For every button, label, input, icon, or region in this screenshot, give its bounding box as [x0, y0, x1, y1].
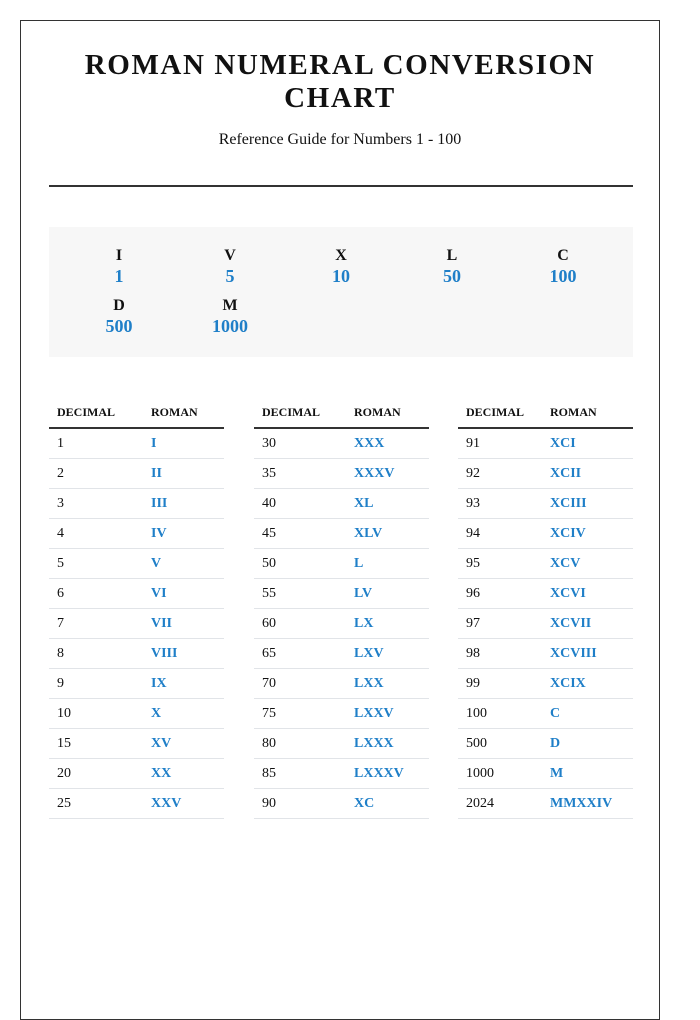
roman-cell: IX: [143, 669, 224, 699]
table-row: [254, 789, 429, 819]
table-row: [254, 699, 429, 729]
title-line-1: ROMAN NUMERAL CONVERSION: [84, 49, 596, 81]
roman-cell: D: [542, 729, 633, 759]
table-row: [49, 609, 224, 639]
table-row: [254, 428, 429, 459]
decimal-cell: 99: [458, 669, 542, 699]
table-row: [254, 729, 429, 759]
decimal-cell: 65: [254, 639, 346, 669]
decimal-cell: 6: [49, 579, 143, 609]
decimal-cell: 7: [49, 609, 143, 639]
table-row: [254, 579, 429, 609]
decimal-cell: 55: [254, 579, 346, 609]
header-divider: [49, 185, 633, 187]
decimal-cell: 91: [458, 428, 542, 459]
symbol-card: [412, 247, 492, 287]
table-row: [458, 519, 633, 549]
roman-cell: III: [143, 489, 224, 519]
decimal-cell: 1000: [458, 759, 542, 789]
decimal-cell: 40: [254, 489, 346, 519]
decimal-cell: 5: [49, 549, 143, 579]
table-row: [49, 759, 224, 789]
roman-cell: XL: [346, 489, 429, 519]
decimal-cell: 15: [49, 729, 143, 759]
decimal-cell: 3: [49, 489, 143, 519]
symbol-reference-box: [49, 227, 633, 357]
table-row: [458, 428, 633, 459]
roman-cell: LV: [346, 579, 429, 609]
decimal-cell: 2024: [458, 789, 542, 819]
symbol-value: 5: [225, 266, 235, 286]
roman-cell: XV: [143, 729, 224, 759]
table-row: [49, 699, 224, 729]
roman-column-header: ROMAN: [143, 397, 224, 428]
table-row: [49, 579, 224, 609]
symbol-letter: I: [115, 247, 123, 264]
table-row: [49, 639, 224, 669]
decimal-cell: 92: [458, 459, 542, 489]
decimal-column-header: DECIMAL: [254, 397, 346, 428]
table-row: [254, 609, 429, 639]
symbol-value: 100: [549, 266, 577, 286]
roman-cell: C: [542, 699, 633, 729]
symbol-card: [79, 247, 159, 287]
roman-cell: LXXX: [346, 729, 429, 759]
symbol-letter: C: [557, 247, 569, 264]
roman-cell: XCIII: [542, 489, 633, 519]
symbol-card: [190, 297, 270, 337]
table-row: [254, 519, 429, 549]
roman-cell: XCI: [542, 428, 633, 459]
symbol-card: [79, 297, 159, 337]
table-row: [458, 489, 633, 519]
decimal-cell: 9: [49, 669, 143, 699]
symbol-value: 1000: [212, 316, 248, 336]
symbol-letter: V: [224, 247, 236, 264]
symbol-card: [301, 247, 381, 287]
symbol-letter: M: [222, 297, 238, 314]
table-row: [49, 489, 224, 519]
roman-cell: XCVII: [542, 609, 633, 639]
roman-cell: LXXXV: [346, 759, 429, 789]
conversion-table-2: [254, 397, 429, 819]
table-row: [254, 549, 429, 579]
decimal-cell: 500: [458, 729, 542, 759]
roman-cell: I: [143, 428, 224, 459]
title-line-2: CHART: [284, 82, 396, 114]
symbol-letter: L: [446, 247, 458, 264]
roman-cell: XXX: [346, 428, 429, 459]
roman-column-header: ROMAN: [542, 397, 633, 428]
table-row: [254, 459, 429, 489]
symbol-value: 1: [114, 266, 124, 286]
table-header-row: [458, 397, 633, 428]
decimal-cell: 30: [254, 428, 346, 459]
roman-cell: XCIV: [542, 519, 633, 549]
roman-cell: LXXV: [346, 699, 429, 729]
table-row: [49, 428, 224, 459]
decimal-cell: 1: [49, 428, 143, 459]
symbol-letter: X: [335, 247, 347, 264]
decimal-cell: 10: [49, 699, 143, 729]
table-row: [49, 549, 224, 579]
table-row: [458, 579, 633, 609]
decimal-cell: 45: [254, 519, 346, 549]
decimal-cell: 50: [254, 549, 346, 579]
table-row: [49, 669, 224, 699]
symbol-card: [190, 247, 270, 287]
roman-cell: MMXXIV: [542, 789, 633, 819]
table-row: [458, 729, 633, 759]
decimal-cell: 2: [49, 459, 143, 489]
table-row: [458, 549, 633, 579]
decimal-cell: 85: [254, 759, 346, 789]
decimal-cell: 80: [254, 729, 346, 759]
conversion-table-3: [458, 397, 633, 819]
roman-cell: XCVI: [542, 579, 633, 609]
symbol-value: 10: [332, 266, 350, 286]
decimal-column-header: DECIMAL: [458, 397, 542, 428]
roman-cell: XCV: [542, 549, 633, 579]
decimal-cell: 8: [49, 639, 143, 669]
roman-cell: XCII: [542, 459, 633, 489]
decimal-cell: 100: [458, 699, 542, 729]
roman-cell: XCVIII: [542, 639, 633, 669]
roman-cell: VIII: [143, 639, 224, 669]
roman-cell: IV: [143, 519, 224, 549]
roman-cell: X: [143, 699, 224, 729]
symbol-value: 500: [105, 316, 133, 336]
roman-cell: XX: [143, 759, 224, 789]
roman-cell: VI: [143, 579, 224, 609]
roman-column-header: ROMAN: [346, 397, 429, 428]
roman-cell: XXV: [143, 789, 224, 819]
decimal-cell: 4: [49, 519, 143, 549]
decimal-cell: 70: [254, 669, 346, 699]
table-row: [49, 729, 224, 759]
roman-cell: XCIX: [542, 669, 633, 699]
table-row: [254, 669, 429, 699]
table-row: [458, 789, 633, 819]
decimal-cell: 25: [49, 789, 143, 819]
conversion-table-1: [49, 397, 224, 819]
table-row: [458, 669, 633, 699]
page-subtitle: Reference Guide for Numbers 1 - 100: [218, 131, 462, 148]
chart-page: [20, 20, 660, 1020]
roman-cell: M: [542, 759, 633, 789]
decimal-cell: 93: [458, 489, 542, 519]
roman-cell: XC: [346, 789, 429, 819]
table-header-row: [254, 397, 429, 428]
roman-cell: V: [143, 549, 224, 579]
decimal-cell: 94: [458, 519, 542, 549]
roman-cell: XLV: [346, 519, 429, 549]
symbol-letter: D: [113, 297, 125, 314]
decimal-cell: 35: [254, 459, 346, 489]
page-title: [21, 49, 659, 115]
roman-cell: VII: [143, 609, 224, 639]
roman-cell: LXV: [346, 639, 429, 669]
table-row: [458, 459, 633, 489]
table-row: [458, 609, 633, 639]
table-row: [49, 459, 224, 489]
decimal-cell: 95: [458, 549, 542, 579]
table-row: [458, 639, 633, 669]
roman-cell: XXXV: [346, 459, 429, 489]
symbol-card: [523, 247, 603, 287]
roman-cell: II: [143, 459, 224, 489]
decimal-cell: 98: [458, 639, 542, 669]
decimal-column-header: DECIMAL: [49, 397, 143, 428]
decimal-cell: 90: [254, 789, 346, 819]
roman-cell: L: [346, 549, 429, 579]
table-row: [458, 699, 633, 729]
table-row: [458, 759, 633, 789]
table-row: [49, 519, 224, 549]
symbol-value: 50: [443, 266, 461, 286]
roman-cell: LX: [346, 609, 429, 639]
decimal-cell: 60: [254, 609, 346, 639]
roman-cell: LXX: [346, 669, 429, 699]
table-header-row: [49, 397, 224, 428]
table-row: [49, 789, 224, 819]
table-row: [254, 639, 429, 669]
table-row: [254, 759, 429, 789]
decimal-cell: 75: [254, 699, 346, 729]
table-row: [254, 489, 429, 519]
decimal-cell: 97: [458, 609, 542, 639]
decimal-cell: 96: [458, 579, 542, 609]
decimal-cell: 20: [49, 759, 143, 789]
